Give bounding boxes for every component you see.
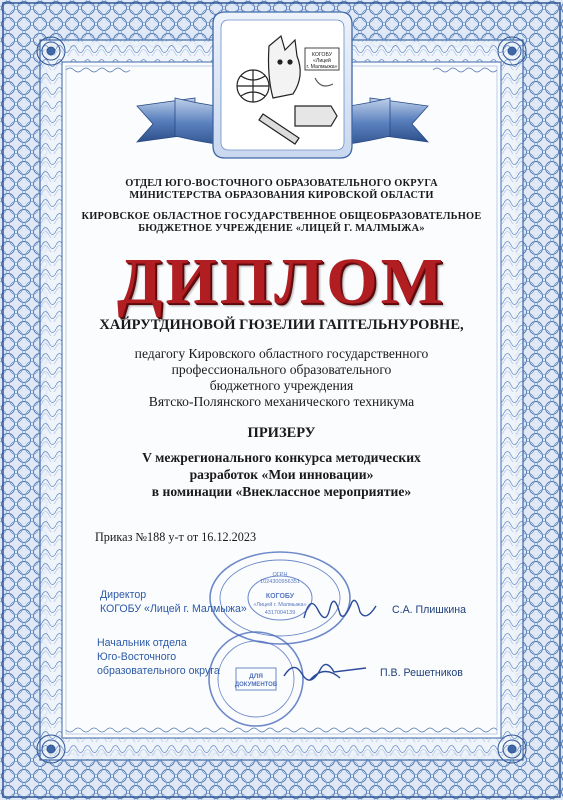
- director-name: С.А. Плишкина: [392, 604, 467, 616]
- director-signature: [300, 588, 380, 628]
- logo-text-1: КОГОБУ: [311, 52, 333, 58]
- stamp2-text-1: ДЛЯ: [249, 673, 263, 680]
- head-title-2: Юго-Восточного: [97, 651, 177, 663]
- position-line-3: бюджетного учреждения: [209, 378, 354, 393]
- contest-line-2: разработок «Мои инновации»: [189, 467, 374, 482]
- stamp2-text-2: ДОКУМЕНТОВ: [234, 682, 278, 688]
- logo-text-3: г. Малмыжа»: [306, 64, 338, 70]
- logo-text-2: «Лицей: [313, 58, 331, 64]
- contest-line-3: в номинации «Внеклассное мероприятие»: [151, 484, 412, 499]
- director-title-2: КОГОБУ «Лицей г. Малмыжа»: [100, 603, 247, 615]
- head-title-3: образовательного округа: [97, 665, 220, 677]
- stamp1-text-5: 4317004139: [264, 610, 296, 616]
- position-line-2: профессионального образовательного: [171, 362, 392, 377]
- position-line-1: педагогу Кировского областного государственного: [134, 346, 429, 361]
- head-signature: [280, 650, 370, 690]
- head-title-1: Начальник отдела: [97, 637, 187, 649]
- header-line-3: КИРОВСКОЕ ОБЛАСТНОЕ ГОСУДАРСТВЕННОЕ ОБЩЕОБРАЗОВАТЕЛЬНОЕ: [81, 211, 482, 222]
- stamp1-text-3: КОГОБУ: [265, 593, 295, 600]
- recipient-name: ХАЙРУТДИНОВОЙ ГЮЗЕЛИИ ГАПТЕЛЬНУРОВНЕ,: [99, 317, 464, 333]
- award-title: ПРИЗЕРУ: [247, 425, 316, 441]
- stamp1-text-2: 1024300956351: [260, 579, 300, 585]
- header-line-4: БЮДЖЕТНОЕ УЧРЕЖДЕНИЕ «ЛИЦЕЙ Г. МАЛМЫЖА»: [138, 223, 425, 234]
- header-line-2: МИНИСТЕРСТВА ОБРАЗОВАНИЯ КИРОВСКОЙ ОБЛАСТИ: [129, 190, 434, 201]
- contest-line-1: V межрегионального конкурса методических: [142, 450, 421, 465]
- director-title-1: Директор: [100, 589, 147, 601]
- header-line-1: ОТДЕЛ ЮГО-ВОСТОЧНОГО ОБРАЗОВАТЕЛЬНОГО ОКРУГА: [125, 178, 438, 189]
- head-name: П.В. Решетников: [380, 667, 463, 679]
- position-line-4: Вятско-Полянского механического техникума: [148, 394, 415, 409]
- emblem-ribbon: [135, 6, 430, 174]
- diploma-title: ДИПЛОМ: [117, 245, 446, 318]
- order-reference: Приказ №188 у-т от 16.12.2023: [95, 530, 257, 544]
- stamp1-text-4: «Лицей г. Малмыжа»: [253, 602, 307, 608]
- stamp1-text-1: ОГРН: [272, 572, 288, 578]
